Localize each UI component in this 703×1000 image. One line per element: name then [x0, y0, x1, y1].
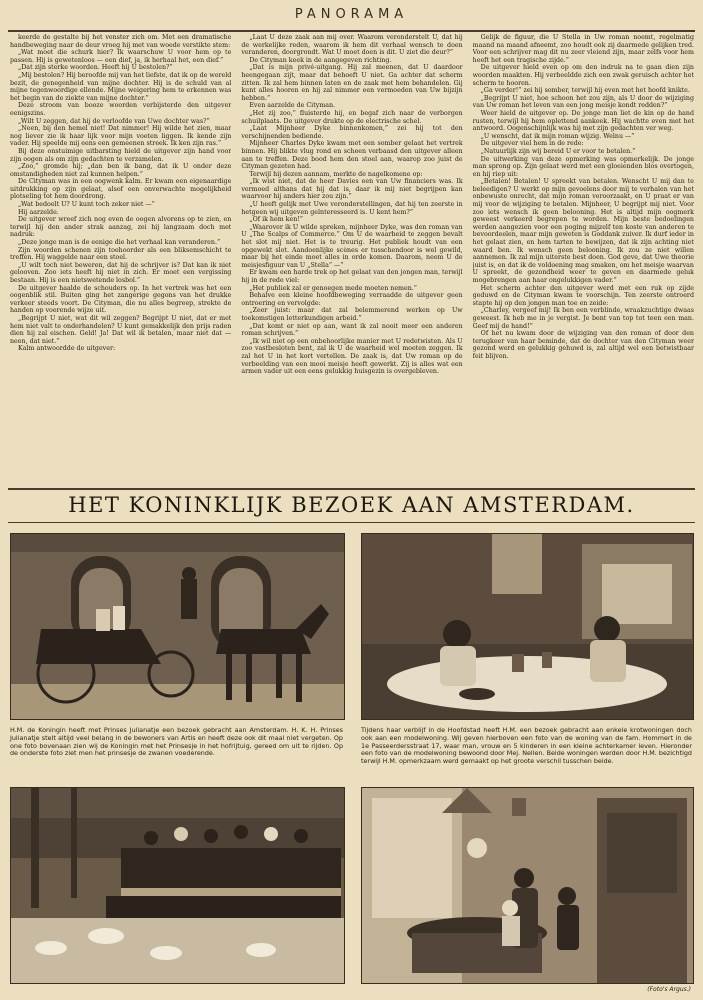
article-paragraph: Kalm antwoordde de uitgever:	[18, 345, 116, 353]
article-paragraph: „Betalen! Betalen! U spreekt van betalen. Wenscht U mij dan te beleedigen? U werkt op mijn gevoelens door mij te verhalen van het onbewuste onrecht, dat mijn roman veroorzaakt, en U praat er van mij voor de wijziging te betalen. Mijnheer, U begrijpt mij niet. Voor zoo iets wensch ik geen belooning. Het is altijd mijn oogmerk geweest verkeerd begrepen te worden. Mijn beste bedoelingen werden aangezien voor een poging mijzelf ten koste van anderen te bevoordeelen, maar mijn geweten is Goddank zuiver. Ik durf ieder in het gelaat zien, en hem tarten te bewijzen, dat ik zijn achting niet waard ben. Ik wensch geen belooning. Ik zou ze niet willen aannemen. Ik zal mijn uiterste best doen. God geve, dat Uwe theorie juist is, en dat ik de voldoening mag smaken, om het meisje waarvan U spreekt, de gezondheid weer te geven en daarmede geluk mogebrengen aan haar ongelukkigen vader.”	[472, 178, 694, 284]
article-paragraph: „Ik wist niet, dat de heer Davies een van Uw financiers was. Ik vermoed althans dat hij dat is, daar ik mij niet begrijpen kan waarvoor hij anders hier zou zijn.”	[241, 178, 463, 201]
article-paragraph: „Zoo,” gromde hij; „dan ben ik bang, dat ik U onder deze omstandigheden niet zal kunnen helpen.”	[10, 163, 232, 178]
article-paragraph: „Ga verder!” zei hij somber, terwijl hij even met het hoofd knikte.	[480, 87, 690, 95]
article-paragraph: „Dat zijn sterke woorden. Heeft hij U bestolen?”	[18, 64, 173, 72]
article-paragraph: Er kwam een harde trek op het gelaat van den jongen man, terwijl hij in de rede viel:	[241, 269, 463, 284]
article-paragraph: Terwijl hij dezen aannam, merkte de nagelkomene op:	[249, 170, 423, 178]
caption-dwellings: Tijdens haar verblijf in de Hoofdstad heeft H.M. een bezoek gebracht aan enkele krotwoningen doch ook aan een modelwoning. Wij geven hierboven een foto van de woning van de fam. Hommert in de 1e Passeerdersstraat 17, waar man, vrouw en 5 kinderen in een kleine achterkamer leven. Hieronder een foto van de modelwoning bewoond door Mej. Nellen. Beide woningen werden door H.M. bezichtigd terwijl H.M. opmerkzaam werd gemaakt op het groote verschil tusschen beide.	[361, 726, 692, 766]
article-paragraph: „U wenscht, dat ik mijn roman wijzig. Welnu —”	[480, 132, 635, 140]
article-paragraph: Behalve een kleine hoofdbeweging verraadde de uitgever geen ontroering en vervolgde:	[241, 292, 463, 307]
article-paragraph: „Zeer juist: maar dat zal belemmerend werken op Uw toekomstigen letterkundigen arbeid.”	[241, 307, 463, 322]
article-paragraph: „Wat bedoelt U? U kunt toch zeker niet —”	[18, 201, 155, 209]
article-paragraph: „Wat moet die schurk hier? Ik waarschuw U voor hem op te passen. Hij is gewetenloos — een dief, ja, ik herhaal het, een dief.”	[10, 49, 232, 64]
photo-carriage	[10, 533, 345, 720]
photo-swans	[10, 787, 345, 984]
masthead	[0, 0, 703, 30]
article-paragraph: „Waarover ik U wilde spreken, mijnheer Dyke, was den roman van U „The Scalps of Commerce.” Om U de waarheid te zeggen bevalt het slot mij niet. Het is te treurig. Het publiek houdt van een opgewekt slot. Aandoenlijke scènes er tusschendoor is wel gewild, maar bij het einde moet alles in orde komen. Daarom, neem U de meisjesfiguur van U „Stella” —”	[241, 223, 463, 269]
article-column-1	[10, 34, 231, 484]
article-paragraph: „U wilt toch niet beweren, dat hij de schrijver is? Dat kan ik niet gelooven. Zoo iets heeft hij niet in zich. Er moet een vergissing bestaan. Hij is een nietswetende losbol.”	[10, 261, 232, 284]
article-paragraph: „Neen, bij den hemel niet! Dat nimmer! Hij wilde het zien, maar nog liever zie ik haar lijk voor mijn voeten liggen. Ik kende zijn vader. Hij speelde mij eens een gemeenen streek. Ik ken zijn ras.”	[10, 125, 232, 148]
article-paragraph: De uitgever viel hem in de rede:	[480, 140, 584, 148]
article-paragraph: Weer hield de uitgever op. De jonge man liet de kin op de hand rusten, terwijl hij hem oplettend aankeek. Hij wachtte even met het antwoord. Oogenschijnlijk was hij met zijn gedachten ver weg.	[472, 109, 694, 133]
section-rule-bottom	[8, 522, 695, 523]
article-paragraph: „Begrijpt U niet, wat dit wil zeggen? Begrijpt U niet, dat er met hem niet valt te onderhandelen? U kunt gemakkelijk den prijs raden dien hij zal eischen. Geld! Ja! Dat wil ik betalen, maar niet dat — neen, dat niet.”	[10, 314, 232, 345]
article-paragraph: Gelijk de figuur, die U Stella in Uw roman noemt, regelmatig maand na maand afneemt, zoo houdt ook zij daarmede gelijken tred. Voor een schrijver mag dit nu zeer vleiend zijn, maar zelfs voor hem heeft het een tragische zijde.”	[472, 34, 694, 64]
photo-credit: (Foto's Argus.)	[647, 986, 691, 993]
article-paragraph: Het scherm achter den uitgever werd met een ruk op zijde geduwd en de Cityman kwam te voorschijn. Ten zeerste ontroerd stapte hij op den jongen man toe en zeide:	[472, 284, 694, 307]
article-paragraph: „Laat Mijnheer Dyke binnenkomen,” zei hij tot den verschijnenden bediende.	[241, 125, 463, 140]
article-column-3	[473, 34, 694, 484]
article-paragraph: De Cityman keek in de aangegeven richting.	[249, 56, 392, 64]
article-paragraph: De uitgever wreef zich nog even de oogen alvorens op te zien, en terwijl hij den ander strak aanzag, zei hij langzaam doch met nadruk:	[10, 216, 232, 239]
section-rule-top	[8, 488, 695, 490]
article-paragraph: Bij deze onstuimige uitbarsting hield de uitgever zijn hand voor zijn oogen als om zijn gedachten te verzamelen.	[10, 147, 232, 163]
masthead-title: PANORAMA	[294, 7, 409, 22]
article-paragraph: De uitgever hield even op om den indruk na te gaan dien zijn woorden maakten. Hij verbeeldde zich een zwak geruisch achter het scherm te hooren.	[472, 64, 694, 87]
article-paragraph: „Het zij zoo,” fluisterde hij, en begaf zich naar de verborgen schuilplaats. De uitgever drukte op de electrische schel.	[241, 109, 463, 125]
article-paragraph: „U heeft gelijk met Uwe veronderstellingen, dat hij ten zeerste in hetgeen wij uitgeven geïnteresseerd is. U kent hem?”	[241, 201, 463, 216]
article-paragraph: Even aarzelde de Cityman.	[249, 102, 336, 110]
photo-slum-dwelling	[361, 533, 694, 720]
article-paragraph: „Dat komt er niet op aan, want ik zal nooit meer een anderen roman schrijven.”	[241, 322, 463, 338]
article-paragraph: „Wilt U zeggen, dat hij de verloofde van Uwe dochter was?”	[18, 117, 210, 125]
article-paragraph: „Of ik hem ken!”	[249, 216, 304, 224]
article-paragraph: Deze stroom van booze woorden verbijsterde den uitgever eenigszins.	[10, 102, 232, 117]
article-paragraph: Hij aarzelde.	[18, 208, 59, 216]
section-title: HET KONINKLIJK BEZOEK AAN AMSTERDAM.	[68, 493, 635, 517]
photo-model-dwelling	[361, 787, 694, 984]
article-paragraph: „Ik wil niet op een onbehoorlijke manier met U redetwisten. Als U zoo vastbesloten bent, zal ik U de waarheid wel moeten zeggen. Ik zal het U in het kort vertellen. De zaak is, dat Uw roman op de verbeelding van een mooi meisje heeft gewerkt. Zij is alles wat een armen vader uit een eens gelukkig huisgezin is overgebleven.	[241, 337, 463, 376]
article-paragraph: De uitwerking van deze opmerking was opmerkelijk. De jonge man sprong op. Zijn gelaat werd met een gloeienden blos overtogen, en hij riep uit:	[472, 155, 694, 178]
article-paragraph: De Cityman was in een oogwenk kalm. Er kwam een eigenaardige uitdrukking op zijn gelaat, alsof een onverwachte mogelijkheid plotseling tot hem doordrong.	[10, 178, 232, 201]
article-paragraph: „Charley, vergeef mij! Ik ben een verblinde, wraakzuchtige dwaas geweest. Ik heb me in je vergist. Je bent van top tot teen een man. Geef mij de hand!”	[472, 307, 694, 330]
article-columns	[10, 34, 694, 484]
article-paragraph: „Mij bestolen? Hij beroofde mij van het liefste, dat ik op de wereld bezit, de genegenheid van mijne dochter. Hij is de schuld van al mijne tegenwoordige ellende. Mijne weigering hem te erkennen was het begin van de ziekte van mijne dochter.”	[10, 71, 232, 102]
article-paragraph: „Deze jonge man is de eenige die het verhaal kan veranderen.”	[18, 239, 221, 247]
caption-royal-visit: H.M. de Koningin heeft met Prinses Julianatje een bezoek gebracht aan Amsterdam. H. K. H. Prinses Julianatje stelt altijd veel belang in de bewoners van Artis en heeft deze ook dit maal niet vergeten. Op one foto bovenaan zien wij de Koningin met het Prinsesje in het hofrijtuig, gereed om uit te rijden. Op de onderste foto ziet men het prinsesje de zwanen voederende.	[10, 726, 343, 758]
article-paragraph: De uitgever haalde de schouders op. In het vertrek was het een oogenblik stil. Buiten ging het zangerige gegons van het drukke verkeer steeds voort. De Cityman, die nu alles begreep, strekte de handen op voerende wijze uit.	[10, 284, 232, 315]
article-paragraph: „Laat U deze zaak aan mij over. Waarom veronderstelt U, dat hij de werkelijke reden, waarom ik hem dit verhaal wensch te doen veranderen, doorgrondt. Wat U moet doen is dit. U ziet die deur?”	[241, 34, 463, 57]
article-paragraph: „Begrijpt U niet, hoe schoon het zou zijn, als U door de wijziging van Uw roman het leven van een jong meisje kondt redden?”	[472, 94, 694, 110]
article-paragraph: Zijn woorden schenen zijn toehoorder als een bliksemschicht te treffen. Hij waggelde naar een stoel.	[10, 246, 232, 262]
article-paragraph: „Het publiek zal er genoegen mede moeten nemen.”	[249, 284, 418, 292]
article-paragraph: „Natuurlijk zijn wij bereid U er voor te betalen.”	[480, 147, 636, 155]
article-paragraph: Mijnheer Charles Dyke kwam met een somber gelaat het vertrek binnen. Hij blikte vlug rond en scheen verbaasd den uitgever alleen aan te treffen. Deze bood hem den stoel aan, waarop zoo juist de Cityman gezeten had.	[241, 140, 463, 171]
article-paragraph: keerde de gestalte bij het venster zich om. Met een dramatische handbeweging naar de deur vroeg hij met van woede verstikte stem:	[10, 34, 232, 49]
masthead-rule	[8, 30, 695, 32]
article-paragraph: Of het nu kwam door de wijziging van den roman of door den terugkeer van haar beminde, dat de dochter van den Cityman weer gezond werd en gelukkig gehuwd is, zal altijd wel een betwistbaar feit blijven.	[472, 330, 694, 360]
article-paragraph: „Dat is mijn privé-uitgang. Hij zal meenen, dat U daardoor heengegaan zijt, maar dat behoeft U niet. Ga achter dat scherm zitten. Ik zal hem binnen laten en de zaak met hem behandelen. Gij kunt alles hooren en hij zal nimmer een vermoeden van Uw bijzijn hebben.”	[241, 64, 463, 102]
article-column-2	[241, 34, 462, 484]
